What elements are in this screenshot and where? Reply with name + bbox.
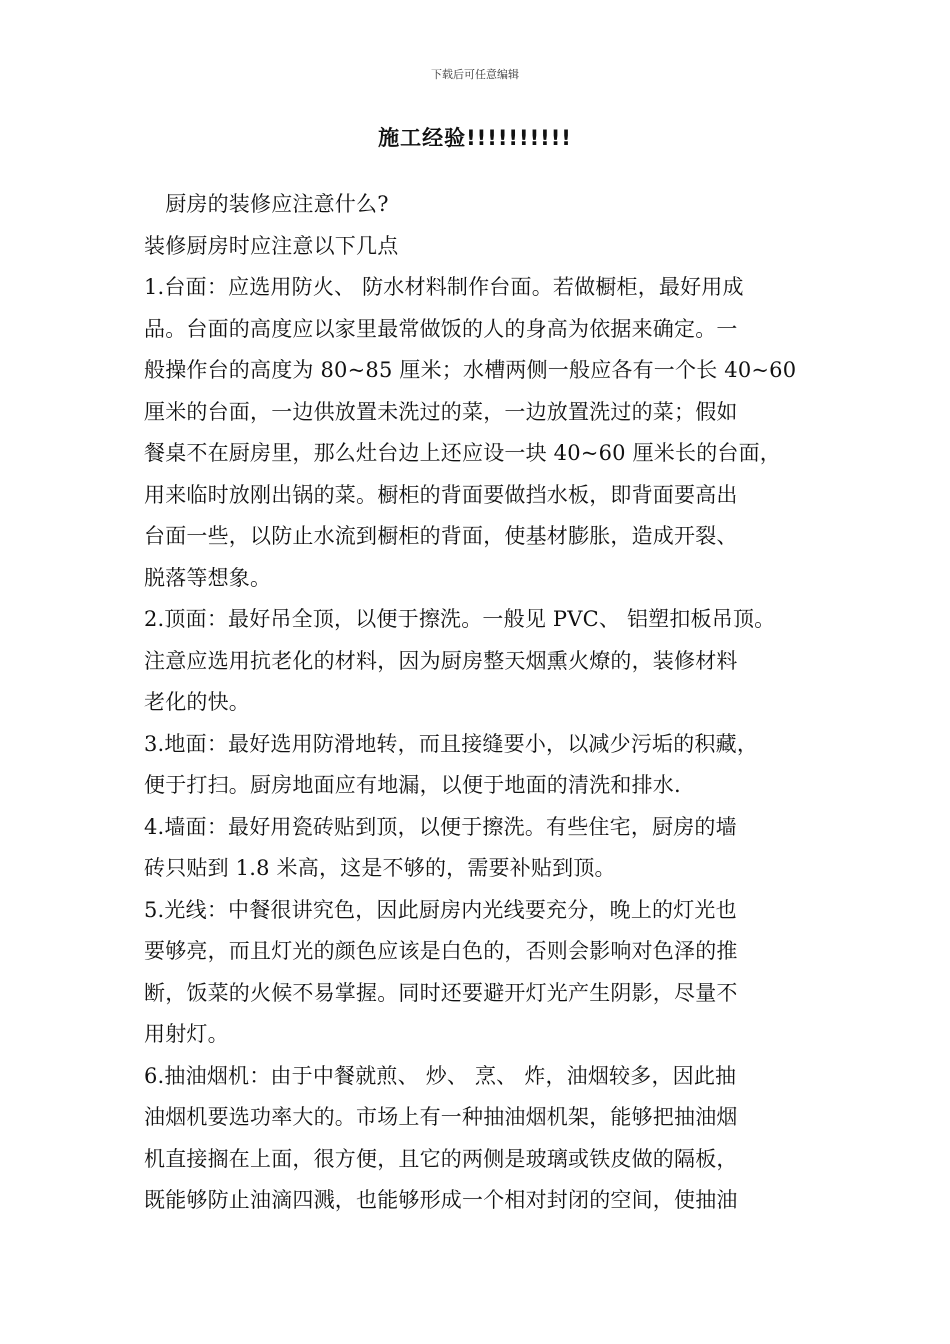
body-line: 机直接搁在上面，很方便，且它的两侧是玻璃或铁皮做的隔板， [144,1146,738,1171]
document-title: 施工经验!!!!!!!!!! [378,126,572,150]
body-line: 用射灯。 [144,1022,229,1046]
body-line: 1.台面：应选用防火、 防水材料制作台面。若做橱柜，最好用成 [144,275,744,299]
body-line: 油烟机要选功率大的。市场上有一种抽油烟机架，能够把抽油烟 [144,1105,738,1129]
body-line: 要够亮，而且灯光的颜色应该是白色的，否则会影响对色泽的推 [144,939,738,963]
body-line: 砖只贴到 1.8 米高，这是不够的，需要补贴到顶。 [144,856,616,880]
body-line: 餐桌不在厨房里，那么灶台边上还应设一块 40~60 厘米长的台面， [144,441,781,465]
body-line: 既能够防止油滴四溅，也能够形成一个相对封闭的空间，使抽油 [144,1188,738,1212]
body-line: 6.抽油烟机：由于中餐就煎、 炒、 烹、 炸，油烟较多，因此抽 [144,1063,737,1088]
body-line: 2.顶面：最好吊全顶，以便于擦洗。一般见 PVC、 铝塑扣板吊顶。 [144,607,776,631]
body-line: 般操作台的高度为 80~85 厘米；水槽两侧一般应各有一个长 40~60 [144,358,797,382]
body-line: 厘米的台面，一边供放置未洗过的菜，一边放置洗过的菜；假如 [144,399,738,424]
body-line: 断，饭菜的火候不易掌握。同时还要避开灯光产生阴影，尽量不 [144,980,738,1005]
body-line: 装修厨房时应注意以下几点 [144,233,399,258]
body-line: 4.墙面：最好用瓷砖贴到顶，以便于擦洗。有些住宅，厨房的墙 [144,814,737,839]
body-line: 注意应选用抗老化的材料，因为厨房整天烟熏火燎的，装修材料 [144,648,738,673]
body-line: 厨房的装修应注意什么? [144,192,389,216]
body-line: 台面一些，以防止水流到橱柜的背面，使基材膨胀，造成开裂、 [144,524,738,548]
document-body [144,184,824,1222]
body-line: 便于打扫。厨房地面应有地漏，以便于地面的清洗和排水. [144,773,681,797]
body-line: 品。台面的高度应以家里最常做饭的人的身高为依据来确定。一 [144,316,738,341]
body-line: 3.地面：最好选用防滑地转，而且接缝要小，以减少污垢的积藏， [144,731,759,756]
body-line: 用来临时放刚出锅的菜。橱柜的背面要做挡水板，即背面要高出 [144,482,738,507]
body-line: 5.光线：中餐很讲究色，因此厨房内光线要充分，晚上的灯光也 [144,897,737,922]
download-note: 下载后可任意编辑 [431,68,519,81]
body-line: 老化的快。 [144,690,250,714]
body-line: 脱落等想象。 [144,565,272,590]
